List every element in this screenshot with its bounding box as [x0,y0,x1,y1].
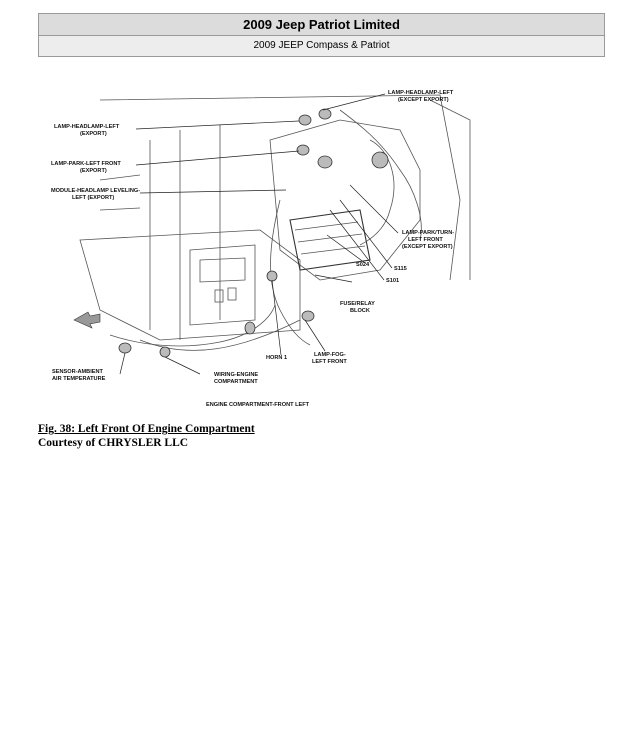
document-title: 2009 Jeep Patriot Limited [39,14,604,36]
svg-text:LEFT FRONT: LEFT FRONT [312,359,347,365]
label-horn: HORN 1 [266,355,288,361]
label-lamp-park-left-front-export: LAMP-PARK-LEFT FRONT [51,161,121,167]
figure-caption [38,422,255,450]
label-lamp-headlamp-left-export: LAMP-HEADLAMP-LEFT [54,124,120,130]
svg-text:LEFT FRONT: LEFT FRONT [408,237,443,243]
svg-text:(EXCEPT EXPORT): (EXCEPT EXPORT) [398,97,449,103]
diagram-view-title: ENGINE COMPARTMENT-FRONT LEFT [206,402,310,408]
svg-text:COMPARTMENT: COMPARTMENT [214,379,258,385]
label-lamp-fog-left-front: LAMP-FOG- [314,352,346,358]
label-lamp-headlamp-left-except-export: LAMP-HEADLAMP-LEFT [388,90,454,96]
engine-compartment-diagram [40,80,480,415]
svg-text:LEFT (EXPORT): LEFT (EXPORT) [72,195,115,201]
label-s101: S101 [386,278,400,284]
svg-text:AIR TEMPERATURE: AIR TEMPERATURE [52,376,106,382]
label-module-headlamp-leveling: MODULE-HEADLAMP LEVELING- [51,188,141,194]
figure-title: Fig. 38: Left Front Of Engine Compartment [38,423,255,435]
label-sensor-ambient-air-temperature: SENSOR-AMBIENT [52,369,103,375]
diagram-illustration [40,80,480,415]
figure-courtesy: Courtesy of CHRYSLER LLC [38,437,189,449]
label-lamp-park-turn-left-front: LAMP-PARK/TURN- [402,230,455,236]
document-subtitle: 2009 JEEP Compass & Patriot [39,36,604,56]
label-fuse-relay-block: FUSE/RELAY [340,301,375,307]
label-s024: S024 [356,262,370,268]
svg-text:(EXPORT): (EXPORT) [80,131,107,137]
label-wiring-engine-compartment: WIRING-ENGINE [214,372,259,378]
document-header [38,13,605,57]
svg-text:(EXCEPT EXPORT): (EXCEPT EXPORT) [402,244,453,250]
svg-text:BLOCK: BLOCK [350,308,370,314]
label-s115: S115 [394,266,407,272]
svg-text:(EXPORT): (EXPORT) [80,168,107,174]
